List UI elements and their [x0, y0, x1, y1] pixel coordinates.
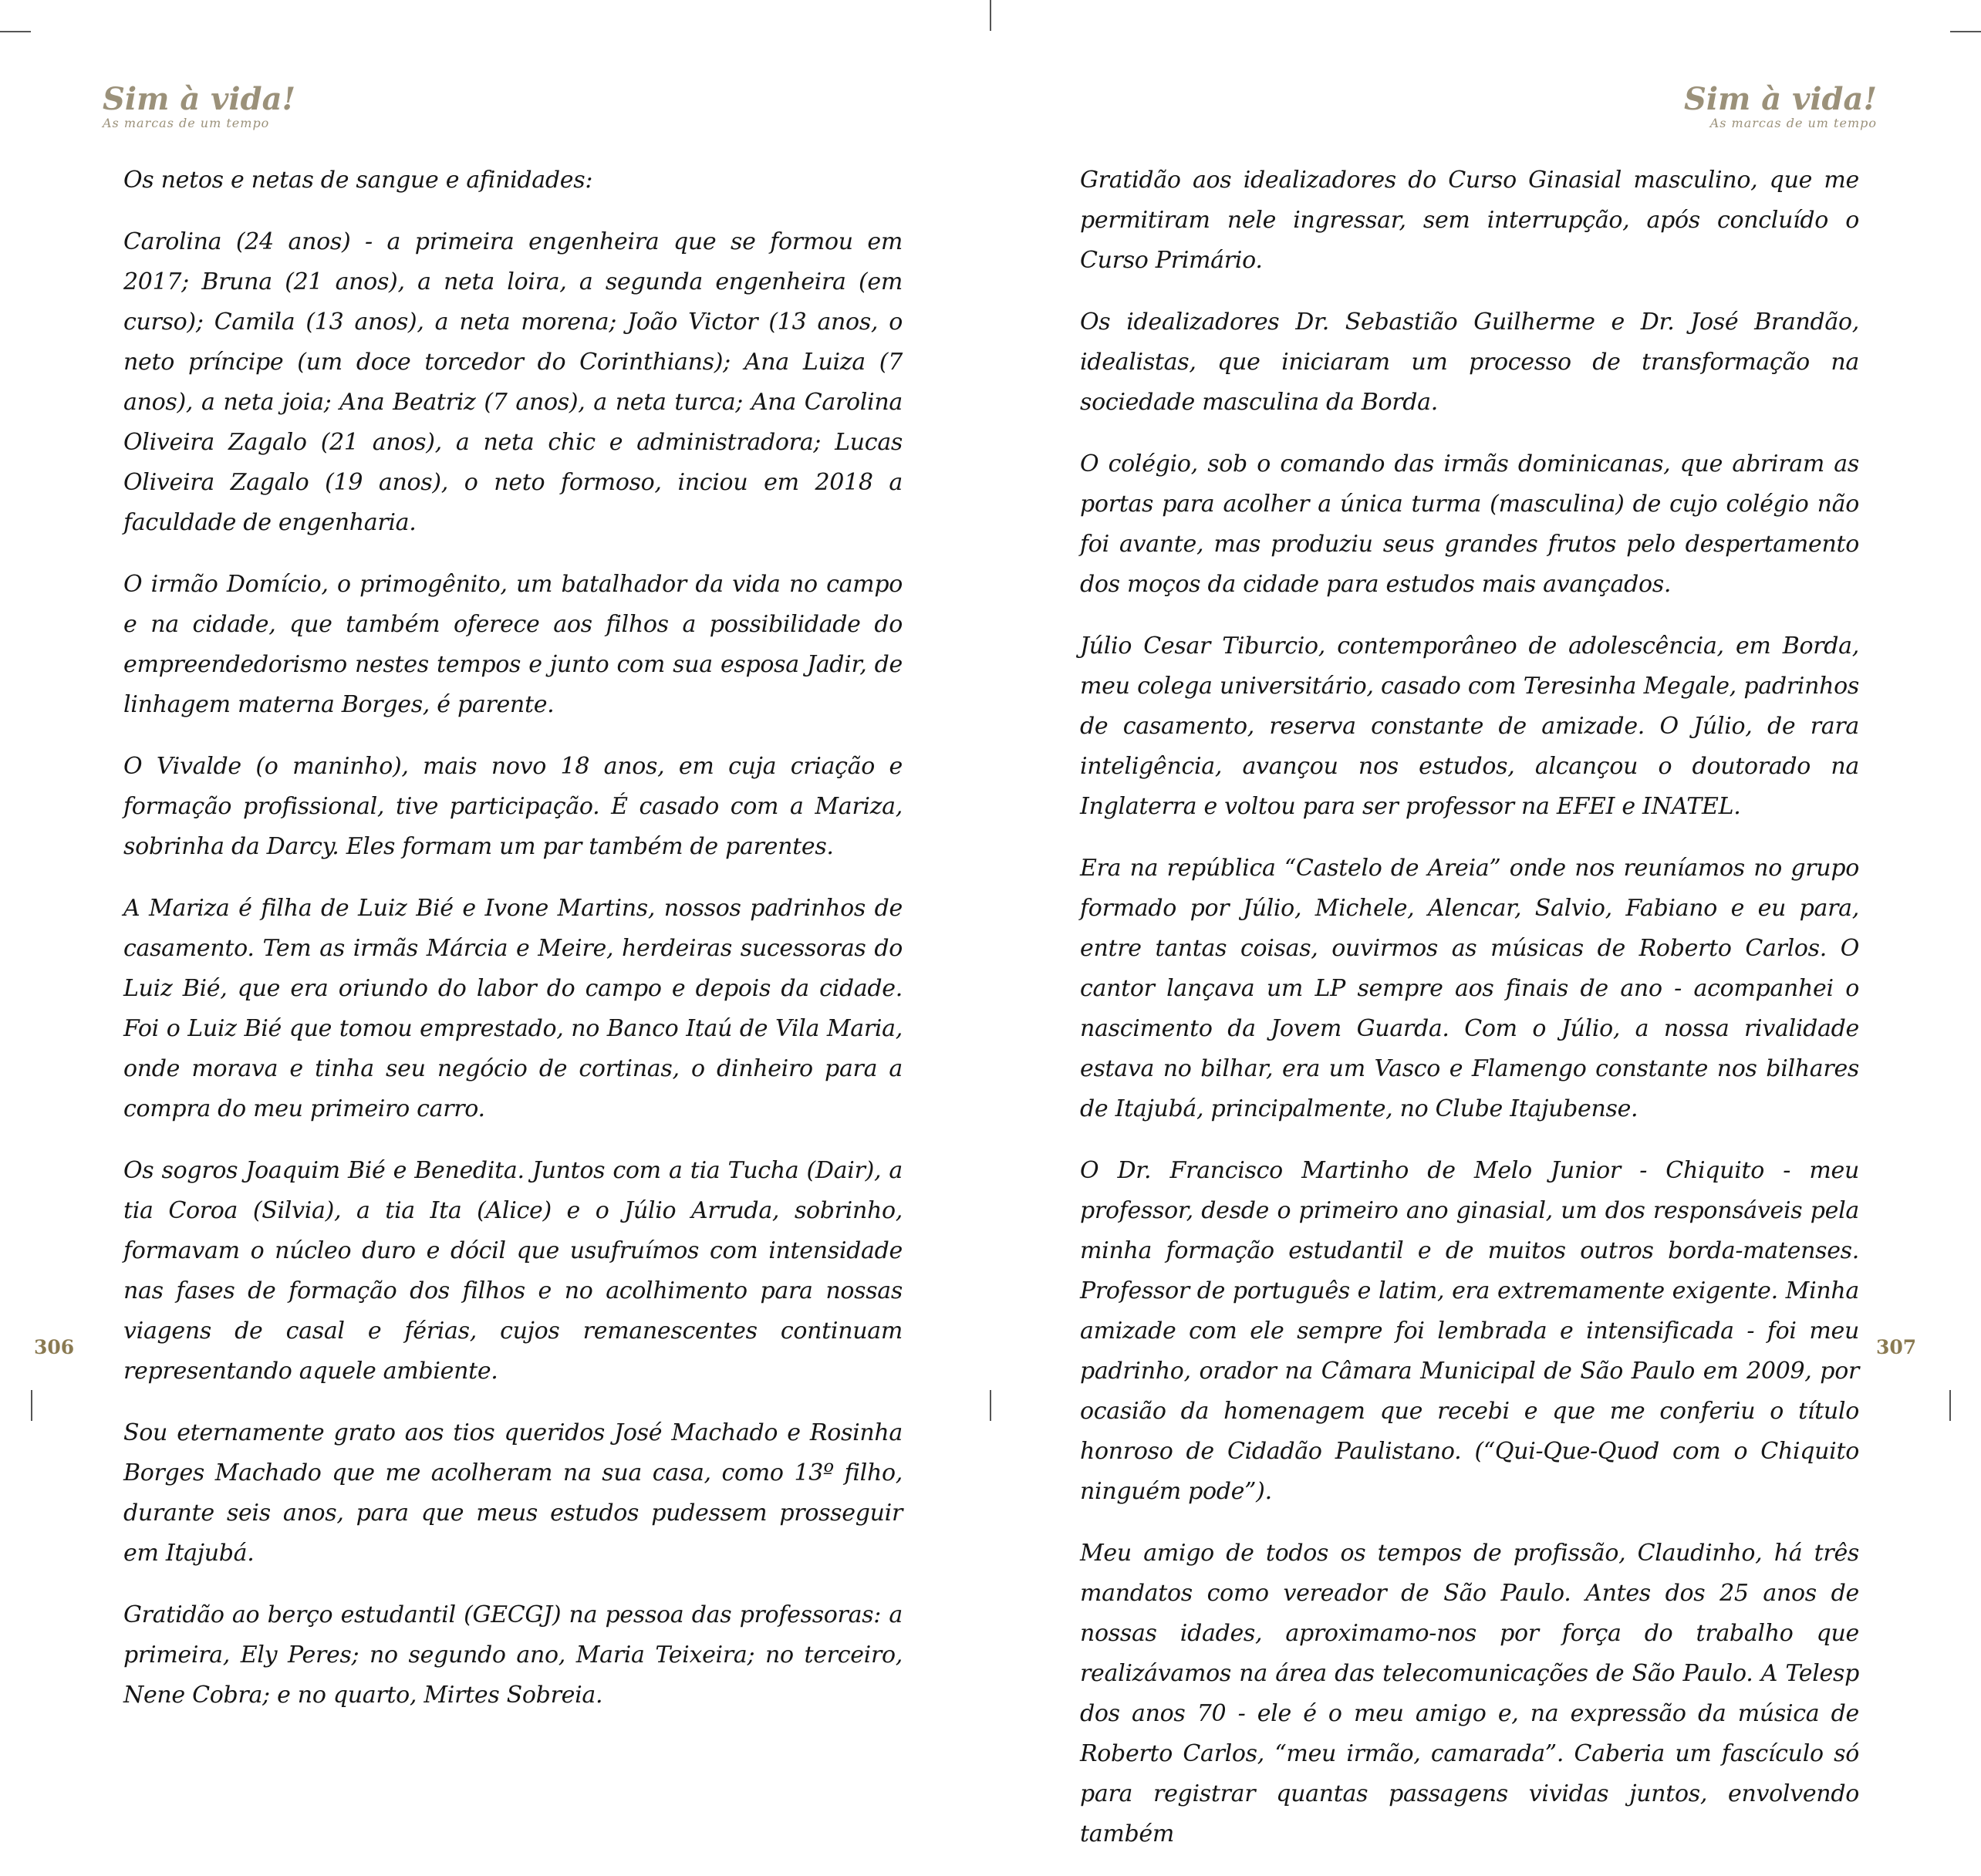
crop-mark — [0, 31, 31, 32]
paragraph: O colégio, sob o comando das irmãs dominicanas, que abriram as portas para acolher a única turma (masculina) de cujo colégio não foi avante, mas produziu seus grandes frutos pelo despertamento dos moços da cidade para estudos mais avançados. — [1080, 450, 1859, 598]
header-title: Sim à vida! — [1683, 81, 1877, 117]
paragraph: O irmão Domício, o primogênito, um batalhador da vida no campo e na cidade, que também oferece aos filhos a possibilidade do empreendedorismo nestes tempos e junto com sua esposa Jadir, de linhagem materna Borges, é parente. — [123, 571, 903, 718]
paragraph: Era na república “Castelo de Areia” onde nos reuníamos no grupo formado por Júlio, Michele, Alencar, Salvio, Fabiano e eu para, entre tantas coisas, ouvirmos as músicas de Roberto Carlos. O cantor lançava um LP sempre aos finais de ano - acompanhei o nascimento da Jovem Guarda. Com o Júlio, a nossa rivalidade estava no bilhar, era um Vasco e Flamengo constante nos bilhares de Itajubá, principalmente, no Clube Itajubense. — [1080, 855, 1859, 1122]
right-page-body — [1080, 160, 1859, 1876]
paragraph: Júlio Cesar Tiburcio, contemporâneo de adolescência, em Borda, meu colega universitário, casado com Teresinha Megale, padrinhos de casamento, reserva constante de amizade. O Júlio, de rara inteligência, avançou nos estudos, alcançou o doutorado na Inglaterra e voltou para ser professor na EFEI e INATEL. — [1080, 633, 1859, 820]
paragraph: Sou eternamente grato aos tios queridos José Machado e Rosinha Borges Machado que me acolheram na sua casa, como 13º filho, durante seis anos, para que meus estudos pudessem prosseguir em Itajubá. — [123, 1419, 903, 1567]
crop-mark — [990, 0, 991, 31]
page-number-right: 307 — [1876, 1336, 1917, 1358]
left-page-body — [123, 160, 903, 1737]
crop-mark — [1949, 1390, 1951, 1421]
paragraph: Os idealizadores Dr. Sebastião Guilherme e Dr. José Brandão, idealistas, que iniciaram um processo de transformação na sociedade masculina da Borda. — [1080, 309, 1859, 416]
page-number-left: 306 — [34, 1336, 75, 1358]
crop-mark — [990, 1390, 991, 1421]
crop-mark — [1950, 31, 1981, 32]
paragraph: Gratidão ao berço estudantil (GECGJ) na pessoa das professoras: a primeira, Ely Peres; no segundo ano, Maria Teixeira; no terceiro, Nene Cobra; e no quarto, Mirtes Sobreia. — [123, 1601, 903, 1709]
paragraph: O Dr. Francisco Martinho de Melo Junior - Chiquito - meu professor, desde o primeiro ano ginasial, um dos responsáveis pela minha formação estudantil e de muitos outros borda-matenses. Professor de português e latim, era extremamente exigente. Minha amizade com ele sempre foi lembrada e intensificada - foi meu padrinho, orador na Câmara Municipal de São Paulo em 2009, por ocasião da homenagem que recebi e que me conferiu o título honroso de Cidadão Paulistano. (“Qui-Que-Quod com o Chiquito ninguém pode”). — [1080, 1157, 1859, 1505]
running-header-left — [103, 83, 295, 131]
paragraph: Os sogros Joaquim Bié e Benedita. Juntos com a tia Tucha (Dair), a tia Coroa (Silvia), a tia Ita (Alice) e o Júlio Arruda, sobrinho, formavam o núcleo duro e dócil que usufruímos com intensidade nas fases de formação dos filhos e no acolhimento para nossas viagens de casal e férias, cujos remanescentes continuam representando aquele ambiente. — [123, 1157, 903, 1385]
paragraph: Os netos e netas de sangue e afinidades: — [123, 167, 593, 194]
crop-mark — [31, 1390, 32, 1421]
header-title: Sim à vida! — [103, 81, 296, 117]
paragraph: A Mariza é filha de Luiz Bié e Ivone Martins, nossos padrinhos de casamento. Tem as irmãs Márcia e Meire, herdeiras sucessoras do Luiz Bié, que era oriundo do labor do campo e depois da cidade. Foi o Luiz Bié que tomou emprestado, no Banco Itaú de Vila Maria, onde morava e tinha seu negócio de cortinas, o dinheiro para a compra do meu primeiro carro. — [123, 895, 903, 1122]
paragraph: Meu amigo de todos os tempos de profissão, Claudinho, há três mandatos como vereador de São Paulo. Antes dos 25 anos de nossas idades, aproximamo-nos por força do trabalho que realizávamos na área das telecomunicações de São Paulo. A Telesp dos anos 70 - ele é o meu amigo e, na expressão da música de Roberto Carlos, “meu irmão, camarada”. Caberia um fascículo só para registrar quantas passagens vividas juntos, envolvendo também — [1080, 1540, 1859, 1847]
running-header-right — [1684, 83, 1877, 131]
header-subtitle: As marcas de um tempo — [1709, 116, 1877, 130]
paragraph: O Vivalde (o maninho), mais novo 18 anos, em cuja criação e formação profissional, tive participação. É casado com a Mariza, sobrinha da Darcy. Eles formam um par também de parentes. — [123, 753, 903, 860]
paragraph: Carolina (24 anos) - a primeira engenheira que se formou em 2017; Bruna (21 anos), a neta loira, a segunda engenheira (em curso); Camila (13 anos), a neta morena; João Victor (13 anos, o neto príncipe (um doce torcedor do Corinthians); Ana Luiza (7 anos), a neta joia; Ana Beatriz (7 anos), a neta turca; Ana Carolina Oliveira Zagalo (21 anos), a neta chic e administradora; Lucas Oliveira Zagalo (19 anos), o neto formoso, inciou em 2018 a faculdade de engenharia. — [123, 228, 903, 536]
paragraph: Gratidão aos idealizadores do Curso Ginasial masculino, que me permitiram nele ingressar, sem interrupção, após concluído o Curso Primário. — [1080, 167, 1859, 274]
header-subtitle: As marcas de um tempo — [103, 116, 270, 130]
